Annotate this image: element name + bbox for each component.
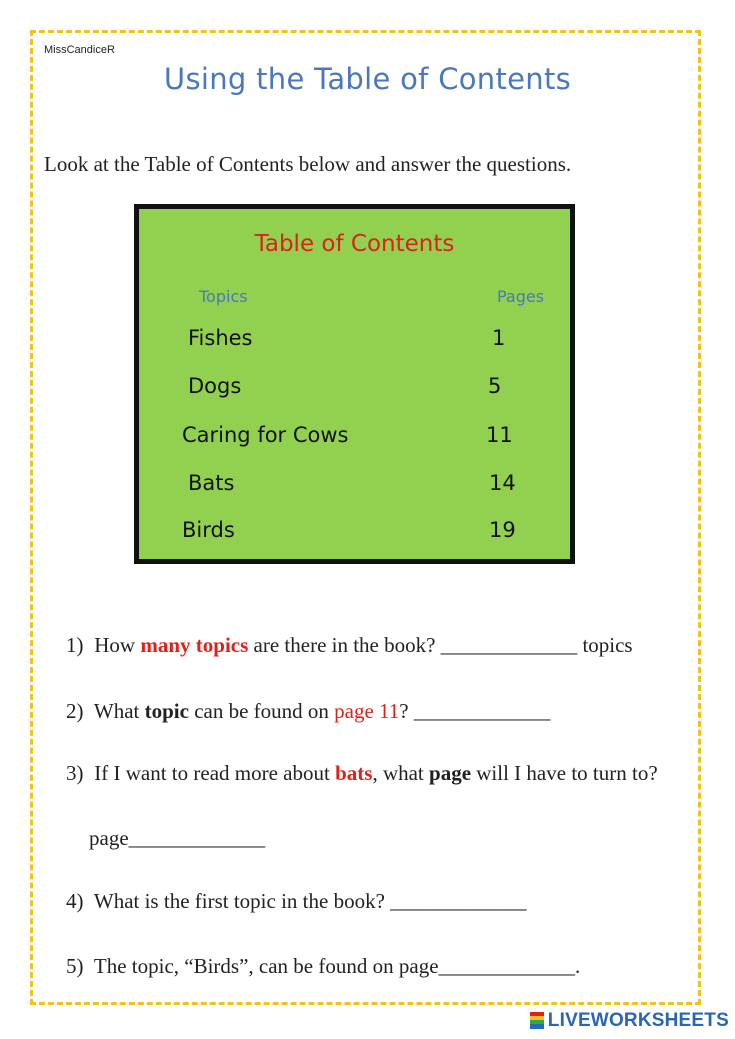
question-1 bbox=[66, 633, 633, 658]
question-text: will I have to turn to? bbox=[471, 761, 658, 785]
question-number: 3) bbox=[66, 761, 84, 785]
toc-header-pages: Pages bbox=[497, 287, 545, 306]
question-text: What bbox=[93, 699, 145, 723]
question-keyword: topic bbox=[144, 699, 189, 723]
instructions-text: Look at the Table of Contents below and answer the questions. bbox=[44, 152, 572, 176]
question-2 bbox=[66, 699, 550, 724]
toc-row-topic: Caring for Cows bbox=[182, 423, 349, 447]
logo-text: LIVEWORKSHEETS bbox=[547, 1010, 729, 1031]
toc-row-page: 5 bbox=[488, 374, 502, 398]
question-text: What is the first topic in the book? _____________ bbox=[93, 889, 527, 913]
toc-row-page: 14 bbox=[489, 471, 516, 495]
toc-row-page: 19 bbox=[489, 518, 516, 542]
toc-row-topic: Bats bbox=[188, 471, 235, 495]
toc-row-topic: Fishes bbox=[188, 326, 253, 350]
question-text: How bbox=[94, 633, 141, 657]
question-number: 1) bbox=[66, 633, 84, 657]
question-text: The topic, “Birds”, can be found on page_____________. bbox=[93, 954, 581, 978]
question-number: 2) bbox=[66, 699, 84, 723]
question-keyword: page bbox=[429, 761, 472, 785]
toc-row-page: 11 bbox=[486, 423, 513, 447]
question-5 bbox=[66, 954, 580, 979]
question-text: If I want to read more about bbox=[94, 761, 336, 785]
toc-title: Table of Contents bbox=[254, 231, 455, 257]
question-keyword: many topics bbox=[140, 633, 249, 657]
question-number: 5) bbox=[66, 954, 84, 978]
toc-row-page: 1 bbox=[492, 326, 506, 350]
author-label: MissCandiceR bbox=[44, 44, 115, 56]
liveworksheets-logo bbox=[530, 1010, 729, 1032]
question-text: can be found on bbox=[188, 699, 335, 723]
question-keyword: bats bbox=[335, 761, 373, 785]
question-text: ? _____________ bbox=[399, 699, 551, 723]
toc-row-topic: Birds bbox=[182, 518, 235, 542]
question-3-answer-line: page_____________ bbox=[89, 826, 266, 850]
question-highlight: page 11 bbox=[334, 699, 400, 723]
question-text: are there in the book? _____________ topics bbox=[248, 633, 633, 657]
question-4 bbox=[66, 889, 527, 914]
page-title: Using the Table of Contents bbox=[163, 62, 572, 96]
liveworksheets-logo-icon bbox=[530, 1012, 544, 1030]
table-of-contents-box bbox=[134, 204, 575, 564]
toc-row-topic: Dogs bbox=[188, 374, 242, 398]
question-3 bbox=[66, 761, 658, 786]
question-number: 4) bbox=[66, 889, 84, 913]
question-text: , what bbox=[372, 761, 430, 785]
toc-header-topics: Topics bbox=[199, 287, 248, 306]
